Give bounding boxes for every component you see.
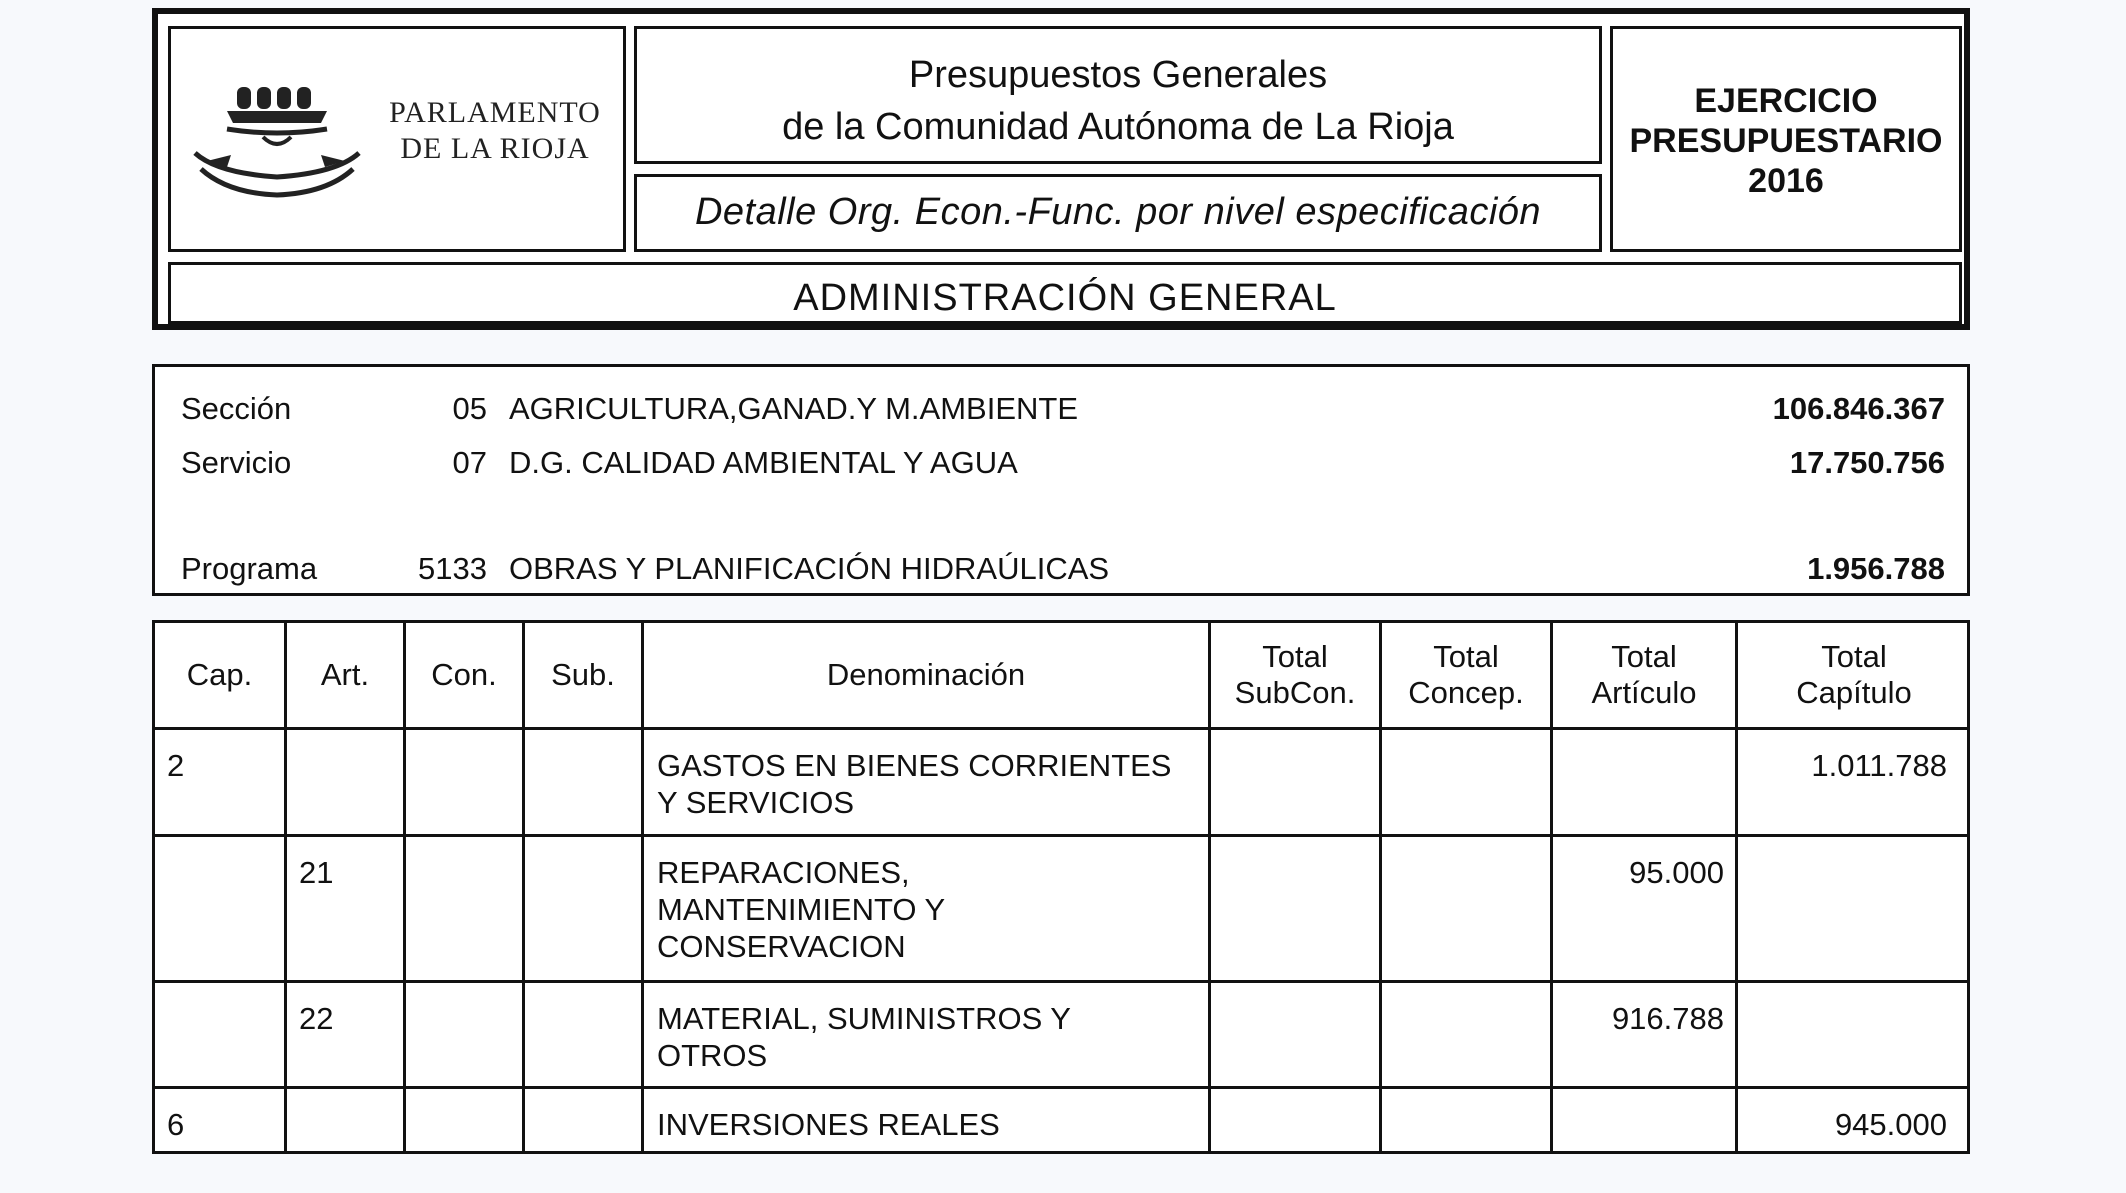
info-name: AGRICULTURA,GANAD.Y M.AMBIENTE	[509, 391, 1078, 426]
info-label: Programa	[181, 551, 318, 586]
cell-denominacion	[657, 854, 945, 965]
denominacion-line: Y SERVICIOS	[657, 785, 854, 820]
subtitle-box	[634, 174, 1602, 252]
column-header-total-concep: Total Concep.	[1408, 639, 1524, 710]
info-label: Sección	[181, 391, 292, 426]
info-code: 5133	[418, 551, 487, 586]
ejercicio-box	[1610, 26, 1962, 252]
info-code: 05	[452, 391, 487, 426]
denominacion-line: MANTENIMIENTO Y	[657, 892, 946, 927]
info-amount: 1.956.788	[1807, 551, 1945, 586]
document-subtitle: Detalle Org. Econ.-Func. por nivel especificación	[694, 191, 1542, 233]
info-row-seccion	[155, 391, 1967, 431]
column-header-total-articulo: Total Artículo	[1591, 639, 1697, 710]
column-header-cap: Cap.	[186, 657, 253, 692]
denominacion-line: GASTOS EN BIENES CORRIENTES	[657, 748, 1172, 783]
title-line: Presupuestos Generales	[908, 54, 1328, 96]
document-title	[637, 49, 1599, 153]
parliament-logo-icon	[187, 77, 365, 207]
cell-denominacion	[657, 747, 1171, 821]
administration-title: ADMINISTRACIÓN GENERAL	[793, 277, 1337, 319]
title-line: de la Comunidad Autónoma de La Rioja	[782, 106, 1454, 148]
info-code: 07	[452, 445, 487, 480]
column-header-denominacion: Denominación	[826, 657, 1026, 692]
denominacion-line: MATERIAL, SUMINISTROS Y	[657, 1001, 1071, 1036]
cell-total-capitulo: 1.011.788	[1811, 748, 1947, 783]
logo-line: PARLAMENTO	[389, 96, 601, 129]
info-label: Servicio	[181, 445, 292, 480]
ejercicio-label	[1613, 81, 1959, 201]
administration-box	[168, 262, 1962, 324]
cell-cap: 2	[167, 748, 185, 783]
ejercicio-line: PRESUPUESTARIO	[1629, 122, 1943, 160]
cell-denominacion: INVERSIONES REALES	[657, 1107, 1000, 1142]
info-amount: 17.750.756	[1789, 445, 1945, 480]
denominacion-line: REPARACIONES,	[657, 855, 910, 890]
budget-table	[152, 620, 1970, 1154]
info-row-servicio	[155, 445, 1967, 485]
cell-art: 22	[299, 1001, 334, 1036]
info-name: D.G. CALIDAD AMBIENTAL Y AGUA	[509, 445, 1018, 480]
column-header-art: Art.	[320, 657, 370, 692]
row-divider	[155, 1086, 1967, 1089]
column-header-sub: Sub.	[551, 657, 615, 692]
budget-info-panel	[152, 364, 1970, 596]
cell-denominacion	[657, 1000, 1071, 1074]
ejercicio-year: 2016	[1748, 162, 1824, 200]
logo-line: DE LA RIOJA	[400, 132, 590, 165]
info-name: OBRAS Y PLANIFICACIÓN HIDRAÚLICAS	[509, 551, 1110, 586]
cell-total-capitulo: 945.000	[1834, 1107, 1947, 1142]
denominacion-line: OTROS	[657, 1038, 768, 1073]
cell-total-articulo: 916.788	[1611, 1001, 1724, 1036]
ejercicio-line: EJERCICIO	[1694, 82, 1878, 120]
cell-cap: 6	[167, 1107, 185, 1142]
row-divider	[155, 834, 1967, 837]
row-divider	[155, 980, 1967, 983]
cell-total-articulo: 95.000	[1629, 855, 1724, 890]
title-box	[634, 26, 1602, 164]
info-amount: 106.846.367	[1772, 391, 1945, 426]
column-header-total-capitulo: Total Capítulo	[1796, 639, 1912, 710]
cell-art: 21	[299, 855, 334, 890]
row-divider	[155, 727, 1967, 730]
info-row-programa	[155, 551, 1967, 591]
column-header-total-subcon: Total SubCon.	[1234, 639, 1356, 710]
document-header	[152, 8, 1970, 330]
logo-text	[375, 95, 615, 167]
column-header-con: Con.	[431, 657, 497, 692]
logo-box	[168, 26, 626, 252]
denominacion-line: CONSERVACION	[657, 929, 906, 964]
